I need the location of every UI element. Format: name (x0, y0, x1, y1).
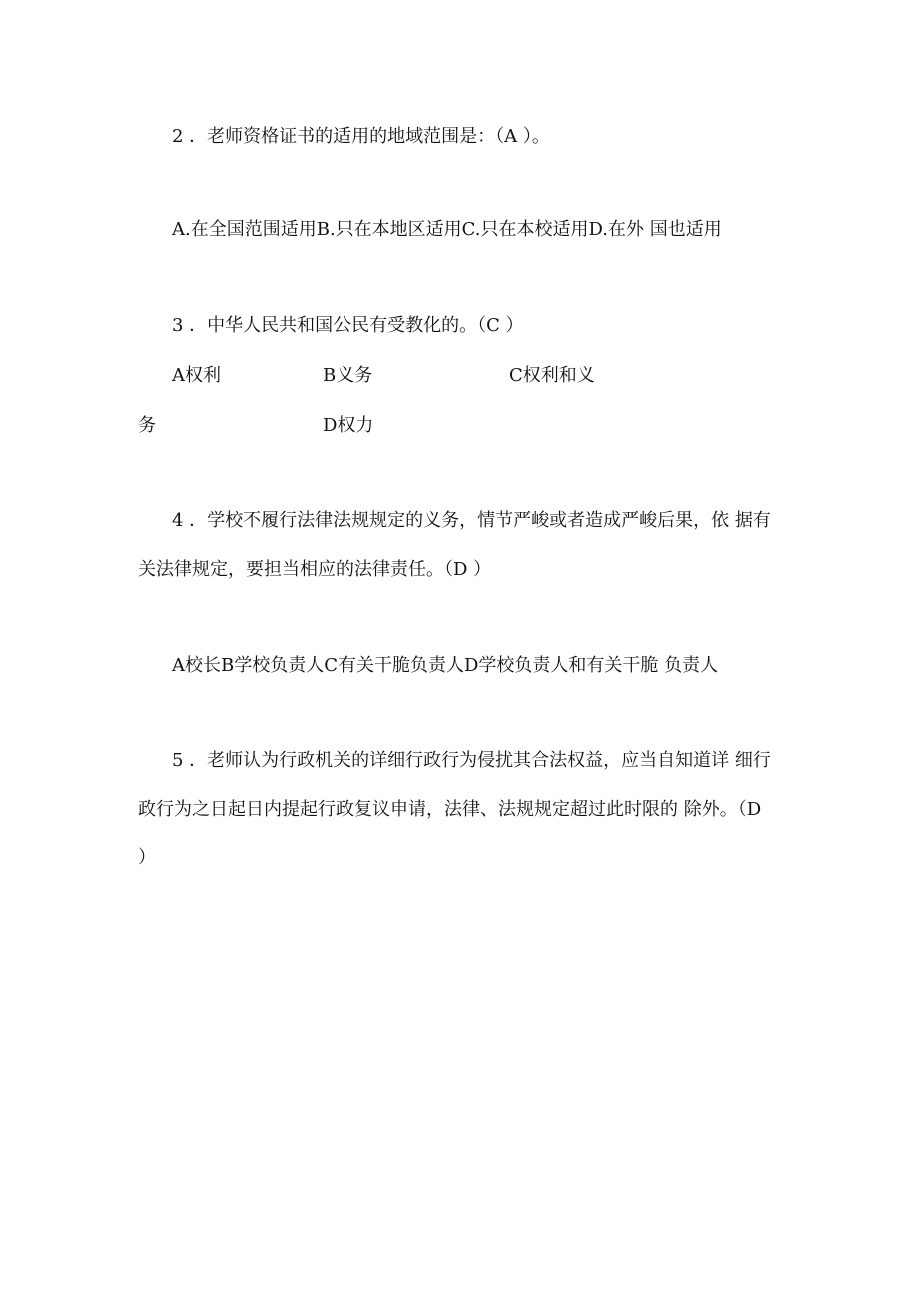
question-5-stem-line-3: ） (138, 847, 156, 868)
question-3-option-c: C权利和义 (509, 365, 595, 386)
question-2-options: A.在全国范围适用B.只在本地区适用C.只在本校适用D.在外 国也适用 (172, 219, 722, 240)
question-5-stem-line-1: 5 ．老师认为行政机关的详细行政行为侵扰其合法权益，应当自知道详 细行 (172, 750, 771, 771)
question-4-options: A校长B学校负责人C有关干脆负责人D学校负责人和有关干脆 负责人 (172, 655, 719, 676)
question-2-stem: 2 ．老师资格证书的适用的地域范围是：（A ）。 (172, 126, 550, 147)
question-3-option-b: B义务 (323, 365, 373, 386)
question-5-stem-line-2: 政行为之日起日内提起行政复议申请，法律、法规规定超过此时限的 除外。（D (138, 799, 762, 820)
question-3-option-c-continued: 务 (138, 415, 156, 436)
question-4-stem-line-1: 4 ．学校不履行法律法规规定的义务，情节严峻或者造成严峻后果，依 据有 (172, 510, 771, 531)
question-3-stem: 3 ．中华人民共和国公民有受教化的。（C ） (172, 315, 524, 336)
question-3-option-d: D权力 (323, 415, 374, 436)
question-3-option-a: A权利 (172, 365, 221, 386)
question-4-stem-line-2: 关法律规定，要担当相应的法律责任。（D ） (138, 559, 492, 580)
